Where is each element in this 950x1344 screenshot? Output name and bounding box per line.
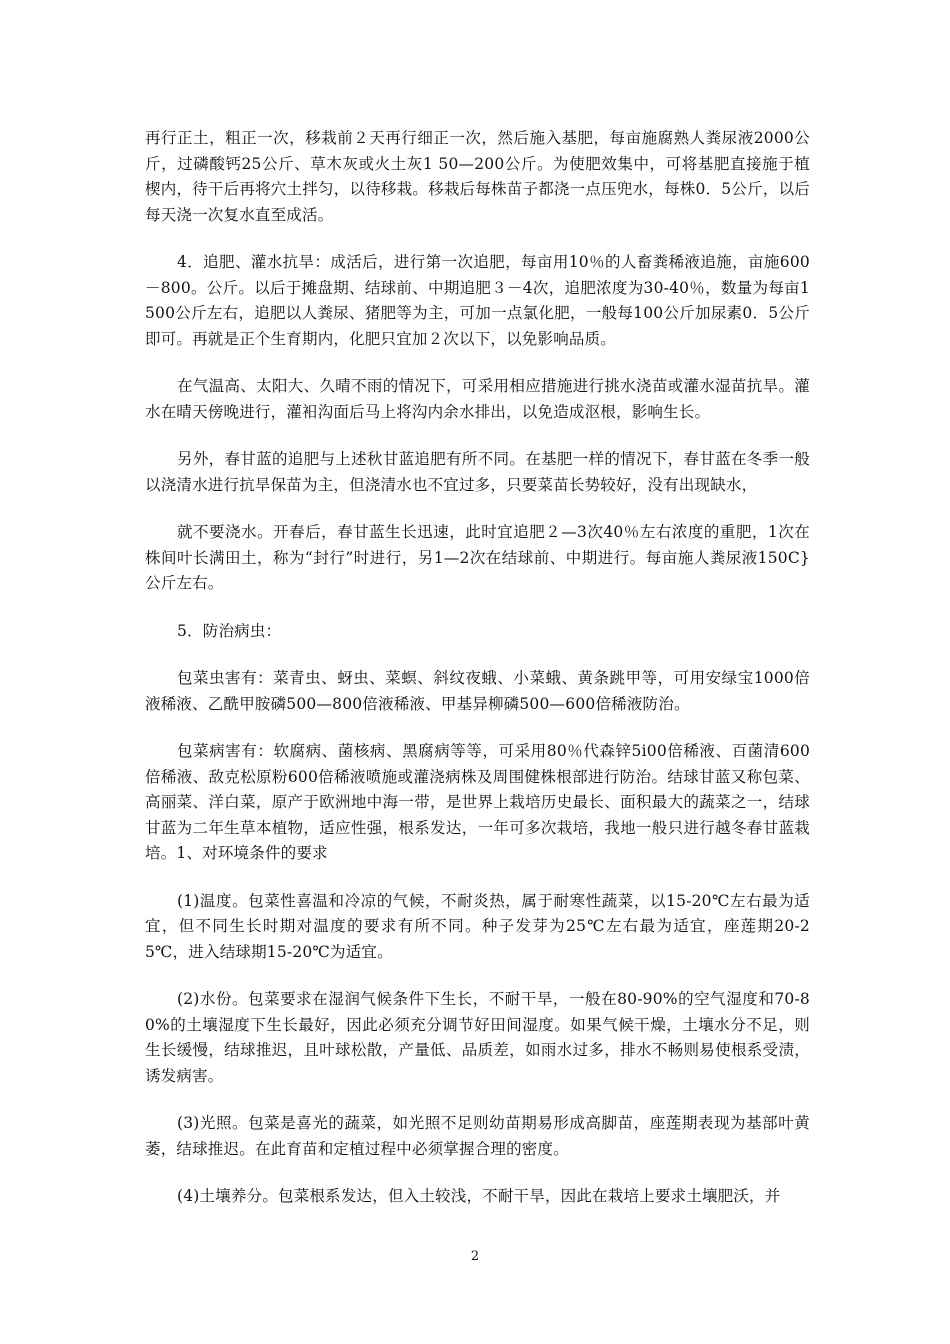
- paragraph: (2)水份。包菜要求在湿润气候条件下生长，不耐干旱，一般在80-90%的空气湿度和70-80%的土壤湿度下生长最好，因此必须充分调节好田间湿度。如果气候干燥，土壤水分不足，则生长缓慢，结球推迟，且叶球松散，产量低、品质差，如雨水过多，排水不畅则易使根系受渍，诱发病害。: [145, 990, 810, 1085]
- paragraph: 就不要浇水。开春后，春甘蓝生长迅速，此时宜追肥２—3次40％左右浓度的重肥，1次在株间叶长满田土，称为“封行”时进行，另1—2次在结球前、中期进行。每亩施人粪尿液150C}公斤左右。: [145, 523, 810, 592]
- paragraph: 再行正土，粗正一次，移栽前２天再行细正一次，然后施入基肥，每亩施腐熟人粪尿液2000公斤，过磷酸钙25公斤、草木灰或火土灰1 50—200公斤。为使肥效集中，可将基肥直接施于植楔内，待干后再将穴土拌匀，以待移栽。移栽后每株苗子都浇一点压兜水，每株0．5公斤，以后每天浇一次复水直至成活。: [145, 129, 810, 224]
- paragraph: 包菜病害有：软腐病、菌核病、黑腐病等等，可采用80％代森锌5i00倍稀液、百菌清600倍稀液、敌克松原粉600倍稀液喷施或灌浇病株及周围健株根部进行防治。结球甘蓝又称包菜、高丽菜、洋白菜，原产于欧洲地中海一带，是世界上栽培历史最长、面积最大的蔬菜之一，结球甘蓝为二年生草本植物，适应性强，根系发达，一年可多次栽培，我地一般只进行越冬春甘蓝栽培。1、对环境条件的要求: [145, 742, 810, 862]
- paragraph: 在气温高、太阳大、久晴不雨的情况下，可采用相应措施进行挑水浇苗或灌水湿苗抗旱。灌水在晴天傍晚进行，灌衵沟面后马上将沟内余水排出，以免造成沤根，影响生长。: [145, 377, 810, 421]
- paragraph: 5．防治病虫：: [177, 621, 282, 640]
- paragraph: 另外，春甘蓝的追肥与上述秋甘蓝追肥有所不同。在基肥一样的情况下，春甘蓝在冬季一般以浇清水进行抗旱保苗为主，但浇清水也不宜过多，只要菜苗长势较好，没有出现缺水，: [145, 450, 810, 494]
- paragraph: (4)土壤养分。包菜根系发达，但入土较浅，不耐干旱，因此在栽培上要求土壤肥沃，并: [177, 1187, 781, 1205]
- page-number: 2: [470, 1249, 480, 1264]
- paragraph: (3)光照。包菜是喜光的蔬菜，如光照不足则幼苗期易形成高脚苗，座莲期表现为基部叶黄萎，结球推迟。在此育苗和定植过程中必须掌握合理的密度。: [145, 1114, 810, 1158]
- paragraph: (1)温度。包菜性喜温和冷凉的气候，不耐炎热，属于耐寒性蔬菜，以15-20℃左右最为适宜，但不同生长时期对温度的要求有所不同。种子发芽为25℃左右最为适宜，座莲期20-25℃，进入结球期15-20℃为适宜。: [145, 891, 810, 961]
- document-body: [145, 126, 810, 1232]
- paragraph: 包菜虫害有：菜青虫、蚜虫、菜螟、斜纹夜蛾、小菜蛾、黄条跳甲等，可用安绿宝1000倍液稀液、乙酰甲胺磷500—800倍液稀液、甲基异柳磷500—600倍稀液防治。: [145, 669, 810, 713]
- paragraph: 4．追肥、灌水抗旱：成活后，进行第一次追肥，每亩用10％的人畜粪稀液追施，亩施600－800。公斤。以后于摊盘期、结球前、中期追肥３－4次，追肥浓度为30-40％，数量为每亩1500公斤左右，追肥以人粪尿、猪肥等为主，可加一点氯化肥，一般每100公斤加尿素0．5公斤即可。再就是正个生育期内，化肥只宜加２次以下，以免影响品质。: [145, 253, 810, 348]
